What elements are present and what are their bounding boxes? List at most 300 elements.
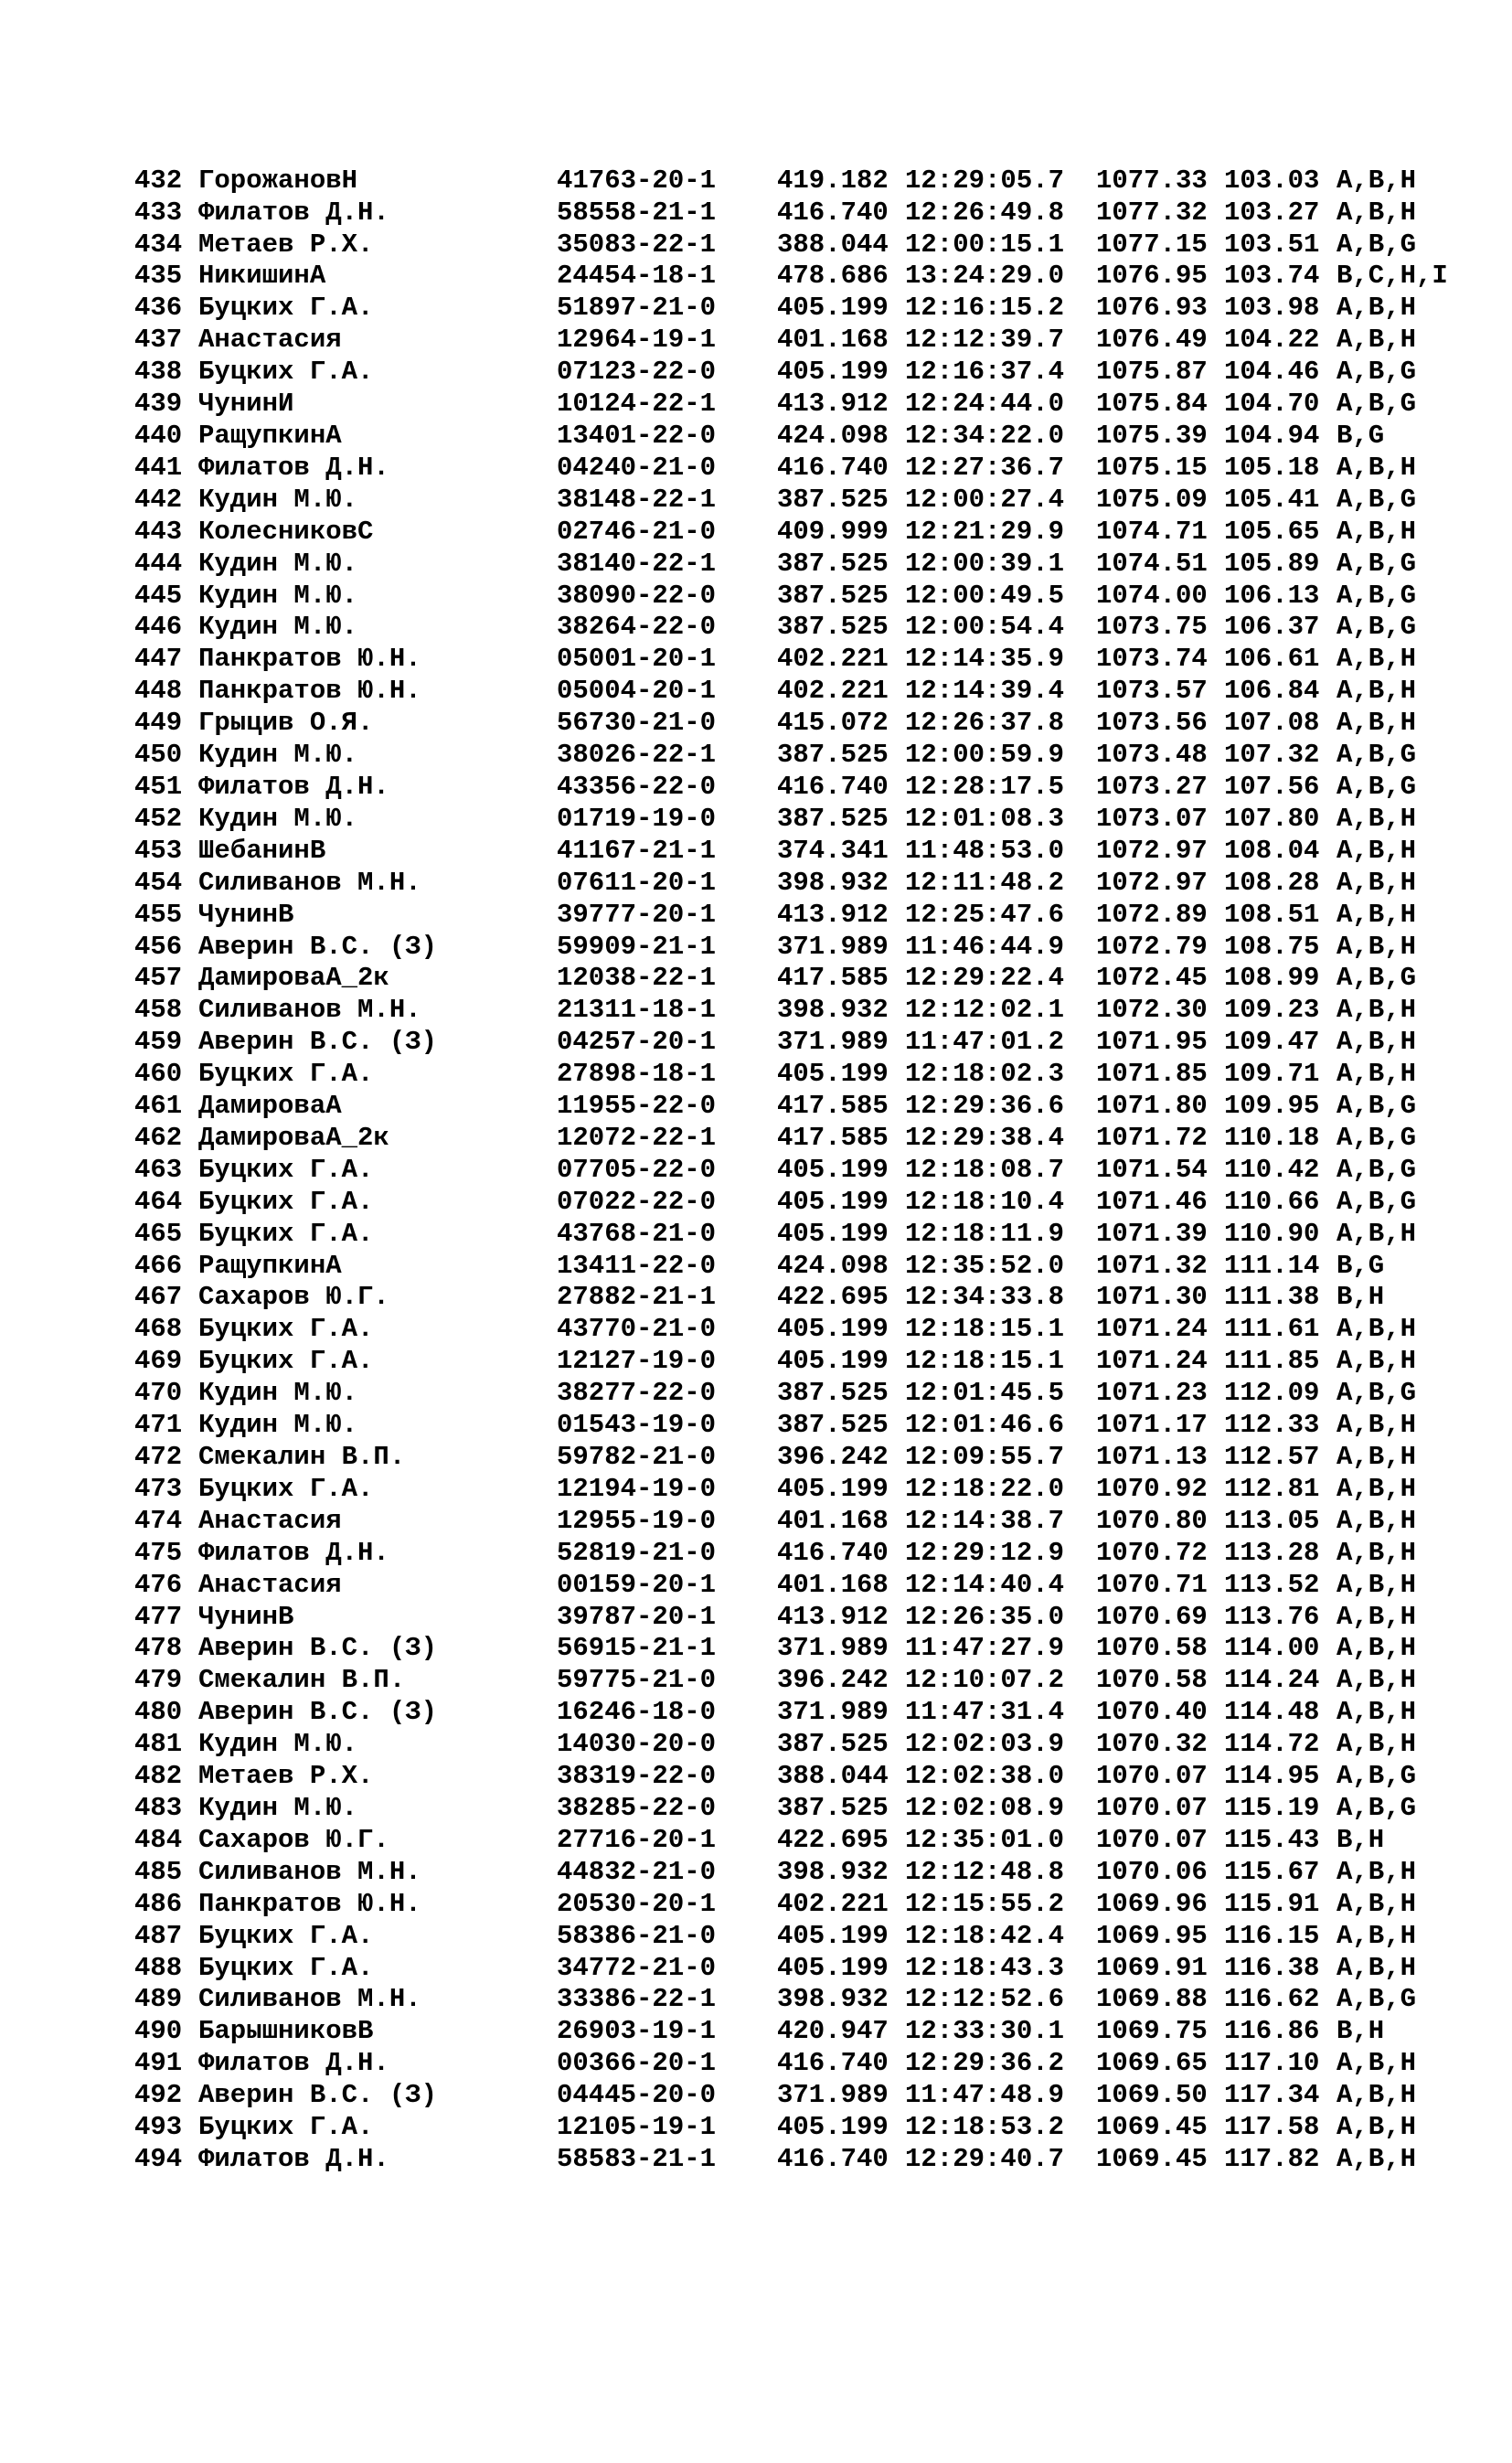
table-row (134, 1856, 1417, 1889)
observer-name: Анастасия (198, 1505, 342, 1536)
table-row (134, 867, 1417, 900)
value-column: 417.585 (777, 963, 889, 994)
table-row (134, 2048, 1417, 2080)
observer-name: Силиванов М.Н. (198, 1984, 421, 2015)
value-column: 405.199 (777, 357, 889, 388)
cumulative-column: 117.58 (1224, 2112, 1320, 2143)
table-row (134, 293, 1417, 325)
cumulative-column: 105.89 (1224, 548, 1320, 579)
cumulative-column: 104.46 (1224, 357, 1320, 388)
time-column: 12:10:07.2 (905, 1665, 1065, 1696)
flags-column: A,B,G (1336, 229, 1417, 260)
value-column: 388.044 (777, 1761, 889, 1792)
table-row (134, 2143, 1417, 2176)
score-column: 1072.45 (1096, 963, 1208, 994)
observer-name: ЧунинВ (198, 899, 294, 930)
cumulative-column: 103.27 (1224, 197, 1320, 228)
table-row (134, 229, 1417, 261)
score-column: 1070.69 (1096, 1601, 1208, 1632)
object-code: 05004-20-1 (557, 676, 717, 707)
cumulative-column: 111.14 (1224, 1250, 1320, 1281)
cumulative-column: 105.65 (1224, 516, 1320, 547)
table-row (134, 516, 1417, 549)
table-row (134, 1665, 1417, 1697)
value-column: 405.199 (777, 1314, 889, 1345)
object-code: 43768-21-0 (557, 1218, 717, 1249)
object-code: 41763-20-1 (557, 165, 717, 196)
value-column: 371.989 (777, 1633, 889, 1664)
flags-column: A,B,H (1336, 1473, 1417, 1504)
object-code: 58558-21-1 (557, 197, 717, 228)
object-code: 13401-22-0 (557, 421, 717, 452)
row-number: 451 (134, 771, 183, 802)
object-code: 27716-20-1 (557, 1824, 717, 1855)
object-code: 12955-19-0 (557, 1505, 717, 1536)
score-column: 1076.93 (1096, 293, 1208, 324)
observer-name: ДамироваА_2к (198, 963, 389, 994)
cumulative-column: 114.48 (1224, 1697, 1320, 1728)
table-row (134, 1410, 1417, 1442)
observer-name: Аверин В.С. (З) (198, 931, 438, 962)
score-column: 1070.07 (1096, 1824, 1208, 1855)
flags-column: A,B,H (1336, 325, 1417, 356)
time-column: 12:14:40.4 (905, 1569, 1065, 1600)
flags-column: A,B,H (1336, 1920, 1417, 1951)
observer-name: Кудин М.Ю. (198, 1378, 358, 1409)
time-column: 12:29:40.7 (905, 2143, 1065, 2174)
cumulative-column: 107.32 (1224, 740, 1320, 771)
value-column: 405.199 (777, 1952, 889, 1983)
observer-name: Филатов Д.Н. (198, 197, 389, 228)
cumulative-column: 103.51 (1224, 229, 1320, 260)
value-column: 405.199 (777, 1473, 889, 1504)
cumulative-column: 106.37 (1224, 612, 1320, 643)
observer-name: Филатов Д.Н. (198, 1537, 389, 1568)
cumulative-column: 116.62 (1224, 1984, 1320, 2015)
time-column: 11:46:44.9 (905, 931, 1065, 962)
object-code: 43770-21-0 (557, 1314, 717, 1345)
value-column: 396.242 (777, 1665, 889, 1696)
value-column: 398.932 (777, 1856, 889, 1887)
time-column: 12:18:10.4 (905, 1186, 1065, 1217)
observer-name: ШебанинВ (198, 835, 326, 866)
object-code: 21311-18-1 (557, 995, 717, 1026)
observer-name: Кудин М.Ю. (198, 1729, 358, 1760)
time-column: 12:00:39.1 (905, 548, 1065, 579)
flags-column: A,B,G (1336, 1761, 1417, 1792)
row-number: 458 (134, 995, 183, 1026)
flags-column: A,B,G (1336, 389, 1417, 420)
score-column: 1073.75 (1096, 612, 1208, 643)
value-column: 416.740 (777, 197, 889, 228)
score-column: 1069.45 (1096, 2112, 1208, 2143)
object-code: 35083-22-1 (557, 229, 717, 260)
score-column: 1073.56 (1096, 708, 1208, 739)
value-column: 387.525 (777, 612, 889, 643)
flags-column: A,B,H (1336, 995, 1417, 1026)
score-column: 1070.71 (1096, 1569, 1208, 1600)
score-column: 1071.54 (1096, 1154, 1208, 1185)
value-column: 387.525 (777, 484, 889, 515)
cumulative-column: 115.91 (1224, 1888, 1320, 1919)
flags-column: A,B,H (1336, 1888, 1417, 1919)
observer-name: Анастасия (198, 1569, 342, 1600)
score-column: 1070.92 (1096, 1473, 1208, 1504)
observer-name: Филатов Д.Н. (198, 2143, 389, 2174)
value-column: 401.168 (777, 1505, 889, 1536)
flags-column: A,B,G (1336, 1091, 1417, 1122)
score-column: 1071.80 (1096, 1091, 1208, 1122)
time-column: 12:14:35.9 (905, 644, 1065, 675)
time-column: 12:09:55.7 (905, 1442, 1065, 1473)
score-column: 1072.30 (1096, 995, 1208, 1026)
cumulative-column: 112.09 (1224, 1378, 1320, 1409)
score-column: 1072.79 (1096, 931, 1208, 962)
table-row (134, 899, 1417, 932)
row-number: 449 (134, 708, 183, 739)
score-column: 1072.97 (1096, 835, 1208, 866)
time-column: 12:18:53.2 (905, 2112, 1065, 2143)
cumulative-column: 114.72 (1224, 1729, 1320, 1760)
row-number: 464 (134, 1186, 183, 1217)
observer-name: Буцких Г.А. (198, 2112, 374, 2143)
observer-name: Буцких Г.А. (198, 1218, 374, 1249)
observer-name: Кудин М.Ю. (198, 740, 358, 771)
object-code: 12072-22-1 (557, 1122, 717, 1153)
cumulative-column: 114.95 (1224, 1761, 1320, 1792)
observer-name: Буцких Г.А. (198, 1154, 374, 1185)
value-column: 387.525 (777, 1729, 889, 1760)
observer-name: Метаев Р.Х. (198, 229, 374, 260)
observer-name: Буцких Г.А. (198, 293, 374, 324)
flags-column: A,B,H (1336, 1059, 1417, 1090)
table-row (134, 676, 1417, 708)
time-column: 12:16:15.2 (905, 293, 1065, 324)
value-column: 388.044 (777, 229, 889, 260)
object-code: 38148-22-1 (557, 484, 717, 515)
time-column: 12:18:22.0 (905, 1473, 1065, 1504)
cumulative-column: 116.15 (1224, 1920, 1320, 1951)
object-code: 51897-21-0 (557, 293, 717, 324)
object-code: 34772-21-0 (557, 1952, 717, 1983)
table-row (134, 1186, 1417, 1219)
object-code: 41167-21-1 (557, 835, 717, 866)
time-column: 12:00:27.4 (905, 484, 1065, 515)
table-row (134, 1027, 1417, 1059)
cumulative-column: 111.61 (1224, 1314, 1320, 1345)
table-row (134, 803, 1417, 836)
score-column: 1069.50 (1096, 2080, 1208, 2111)
value-column: 402.221 (777, 676, 889, 707)
flags-column: A,B,H (1336, 1729, 1417, 1760)
flags-column: A,B,H (1336, 1665, 1417, 1696)
value-column: 371.989 (777, 1697, 889, 1728)
row-number: 469 (134, 1346, 183, 1377)
time-column: 12:01:45.5 (905, 1378, 1065, 1409)
table-row (134, 1984, 1417, 2016)
table-row (134, 1505, 1417, 1538)
row-number: 483 (134, 1792, 183, 1823)
score-column: 1069.75 (1096, 2016, 1208, 2047)
row-number: 480 (134, 1697, 183, 1728)
flags-column: A,B,H (1336, 2048, 1417, 2079)
object-code: 12127-19-0 (557, 1346, 717, 1377)
row-number: 450 (134, 740, 183, 771)
flags-column: A,B,H (1336, 452, 1417, 483)
time-column: 12:00:59.9 (905, 740, 1065, 771)
observer-name: Кудин М.Ю. (198, 548, 358, 579)
row-number: 432 (134, 165, 183, 196)
observer-name: Сахаров Ю.Г. (198, 1824, 389, 1855)
observer-name: Кудин М.Ю. (198, 803, 358, 834)
object-code: 01719-19-0 (557, 803, 717, 834)
value-column: 413.912 (777, 1601, 889, 1632)
time-column: 12:02:38.0 (905, 1761, 1065, 1792)
row-number: 461 (134, 1091, 183, 1122)
time-column: 12:26:49.8 (905, 197, 1065, 228)
score-column: 1075.39 (1096, 421, 1208, 452)
table-row (134, 1729, 1417, 1761)
table-row (134, 1697, 1417, 1729)
value-column: 396.242 (777, 1442, 889, 1473)
table-row (134, 740, 1417, 772)
results-table (134, 69, 1448, 2176)
object-code: 38090-22-0 (557, 580, 717, 611)
cumulative-column: 112.57 (1224, 1442, 1320, 1473)
table-row (134, 2016, 1385, 2048)
time-column: 12:24:44.0 (905, 389, 1065, 420)
score-column: 1075.84 (1096, 389, 1208, 420)
cumulative-column: 107.56 (1224, 771, 1320, 802)
observer-name: Филатов Д.Н. (198, 2048, 389, 2079)
value-column: 387.525 (777, 1792, 889, 1823)
row-number: 460 (134, 1059, 183, 1090)
time-column: 12:18:43.3 (905, 1952, 1065, 1983)
cumulative-column: 106.61 (1224, 644, 1320, 675)
flags-column: B,H (1336, 1824, 1385, 1855)
object-code: 12194-19-0 (557, 1473, 717, 1504)
score-column: 1070.40 (1096, 1697, 1208, 1728)
observer-name: Кудин М.Ю. (198, 580, 358, 611)
cumulative-column: 115.67 (1224, 1856, 1320, 1887)
cumulative-column: 109.71 (1224, 1059, 1320, 1090)
cumulative-column: 103.98 (1224, 293, 1320, 324)
object-code: 12038-22-1 (557, 963, 717, 994)
observer-name: Кудин М.Ю. (198, 484, 358, 515)
row-number: 468 (134, 1314, 183, 1345)
score-column: 1077.15 (1096, 229, 1208, 260)
value-column: 424.098 (777, 421, 889, 452)
score-column: 1070.07 (1096, 1792, 1208, 1823)
score-column: 1069.96 (1096, 1888, 1208, 1919)
observer-name: Кудин М.Ю. (198, 612, 358, 643)
table-row (134, 612, 1417, 644)
time-column: 12:16:37.4 (905, 357, 1065, 388)
object-code: 01543-19-0 (557, 1410, 717, 1441)
observer-name: Грыцив О.Я. (198, 708, 374, 739)
table-row (134, 1122, 1417, 1155)
cumulative-column: 110.18 (1224, 1122, 1320, 1153)
row-number: 471 (134, 1410, 183, 1441)
table-row (134, 165, 1417, 197)
cumulative-column: 113.76 (1224, 1601, 1320, 1632)
time-column: 12:18:02.3 (905, 1059, 1065, 1090)
value-column: 387.525 (777, 740, 889, 771)
score-column: 1077.33 (1096, 165, 1208, 196)
table-row (134, 995, 1417, 1027)
observer-name: Смекалин В.П. (198, 1665, 406, 1696)
score-column: 1071.24 (1096, 1314, 1208, 1345)
object-code: 59782-21-0 (557, 1442, 717, 1473)
value-column: 416.740 (777, 2048, 889, 2079)
flags-column: A,B,H (1336, 835, 1417, 866)
observer-name: КолесниковС (198, 516, 374, 547)
time-column: 11:48:53.0 (905, 835, 1065, 866)
cumulative-column: 114.00 (1224, 1633, 1320, 1664)
score-column: 1073.57 (1096, 676, 1208, 707)
time-column: 12:18:08.7 (905, 1154, 1065, 1185)
row-number: 475 (134, 1537, 183, 1568)
row-number: 486 (134, 1888, 183, 1919)
table-row (134, 1250, 1385, 1283)
time-column: 12:12:52.6 (905, 1984, 1065, 2015)
table-row (134, 1792, 1417, 1825)
flags-column: A,B,H (1336, 293, 1417, 324)
observer-name: ЧунинВ (198, 1601, 294, 1632)
cumulative-column: 107.80 (1224, 803, 1320, 834)
score-column: 1070.80 (1096, 1505, 1208, 1536)
flags-column: A,B,H (1336, 165, 1417, 196)
time-column: 12:33:30.1 (905, 2016, 1065, 2047)
cumulative-column: 113.28 (1224, 1537, 1320, 1568)
row-number: 435 (134, 261, 183, 292)
time-column: 12:34:22.0 (905, 421, 1065, 452)
score-column: 1069.91 (1096, 1952, 1208, 1983)
table-row (134, 484, 1417, 517)
object-code: 38026-22-1 (557, 740, 717, 771)
value-column: 413.912 (777, 899, 889, 930)
score-column: 1069.95 (1096, 1920, 1208, 1951)
table-row (134, 835, 1417, 868)
object-code: 11955-22-0 (557, 1091, 717, 1122)
row-number: 492 (134, 2080, 183, 2111)
observer-name: Силиванов М.Н. (198, 995, 421, 1026)
flags-column: B,G (1336, 1250, 1385, 1281)
cumulative-column: 112.33 (1224, 1410, 1320, 1441)
score-column: 1070.72 (1096, 1537, 1208, 1568)
score-column: 1073.48 (1096, 740, 1208, 771)
flags-column: A,B,G (1336, 1122, 1417, 1153)
object-code: 38277-22-0 (557, 1378, 717, 1409)
observer-name: Буцких Г.А. (198, 1952, 374, 1983)
score-column: 1071.24 (1096, 1346, 1208, 1377)
object-code: 56915-21-1 (557, 1633, 717, 1664)
score-column: 1069.88 (1096, 1984, 1208, 2015)
flags-column: A,B,H (1336, 931, 1417, 962)
flags-column: A,B,G (1336, 548, 1417, 579)
row-number: 467 (134, 1282, 183, 1313)
row-number: 454 (134, 867, 183, 898)
flags-column: A,B,H (1336, 2143, 1417, 2174)
row-number: 477 (134, 1601, 183, 1632)
flags-column: A,B,H (1336, 516, 1417, 547)
row-number: 443 (134, 516, 183, 547)
time-column: 12:35:52.0 (905, 1250, 1065, 1281)
time-column: 11:47:01.2 (905, 1027, 1065, 1058)
observer-name: БарышниковВ (198, 2016, 374, 2047)
observer-name: Сахаров Ю.Г. (198, 1282, 389, 1313)
row-number: 442 (134, 484, 183, 515)
observer-name: Буцких Г.А. (198, 1473, 374, 1504)
table-row (134, 1346, 1417, 1378)
object-code: 07611-20-1 (557, 867, 717, 898)
time-column: 13:24:29.0 (905, 261, 1065, 292)
observer-name: Кудин М.Ю. (198, 1792, 358, 1823)
object-code: 12105-19-1 (557, 2112, 717, 2143)
flags-column: A,B,H (1336, 1601, 1417, 1632)
cumulative-column: 111.85 (1224, 1346, 1320, 1377)
table-row (134, 1218, 1417, 1251)
table-row (134, 580, 1417, 613)
time-column: 12:14:38.7 (905, 1505, 1065, 1536)
table-row (134, 2112, 1417, 2144)
score-column: 1070.58 (1096, 1665, 1208, 1696)
value-column: 387.525 (777, 580, 889, 611)
flags-column: A,B,H (1336, 1537, 1417, 1568)
row-number: 484 (134, 1824, 183, 1855)
flags-column: A,B,G (1336, 1984, 1417, 2015)
table-row (134, 2080, 1417, 2112)
cumulative-column: 104.94 (1224, 421, 1320, 452)
time-column: 12:29:38.4 (905, 1122, 1065, 1153)
score-column: 1074.51 (1096, 548, 1208, 579)
table-row (134, 1952, 1417, 1985)
score-column: 1071.13 (1096, 1442, 1208, 1473)
flags-column: A,B,H (1336, 803, 1417, 834)
object-code: 38140-22-1 (557, 548, 717, 579)
value-column: 387.525 (777, 1378, 889, 1409)
score-column: 1071.17 (1096, 1410, 1208, 1441)
object-code: 33386-22-1 (557, 1984, 717, 2015)
table-row (134, 1633, 1417, 1665)
table-row (134, 1473, 1417, 1506)
value-column: 398.932 (777, 867, 889, 898)
object-code: 00159-20-1 (557, 1569, 717, 1600)
value-column: 371.989 (777, 1027, 889, 1058)
table-row (134, 644, 1417, 676)
flags-column: A,B,H (1336, 899, 1417, 930)
score-column: 1069.45 (1096, 2143, 1208, 2174)
row-number: 478 (134, 1633, 183, 1664)
flags-column: A,B,G (1336, 357, 1417, 388)
observer-name: Силиванов М.Н. (198, 867, 421, 898)
table-row (134, 771, 1417, 804)
observer-name: РащупкинА (198, 1250, 342, 1281)
object-code: 38285-22-0 (557, 1792, 717, 1823)
time-column: 12:27:36.7 (905, 452, 1065, 483)
object-code: 58386-21-0 (557, 1920, 717, 1951)
time-column: 12:29:22.4 (905, 963, 1065, 994)
flags-column: A,B,G (1336, 1378, 1417, 1409)
time-column: 12:00:15.1 (905, 229, 1065, 260)
object-code: 38264-22-0 (557, 612, 717, 643)
row-number: 474 (134, 1505, 183, 1536)
value-column: 420.947 (777, 2016, 889, 2047)
value-column: 419.182 (777, 165, 889, 196)
time-column: 12:12:48.8 (905, 1856, 1065, 1887)
cumulative-column: 109.23 (1224, 995, 1320, 1026)
table-row (134, 325, 1417, 357)
